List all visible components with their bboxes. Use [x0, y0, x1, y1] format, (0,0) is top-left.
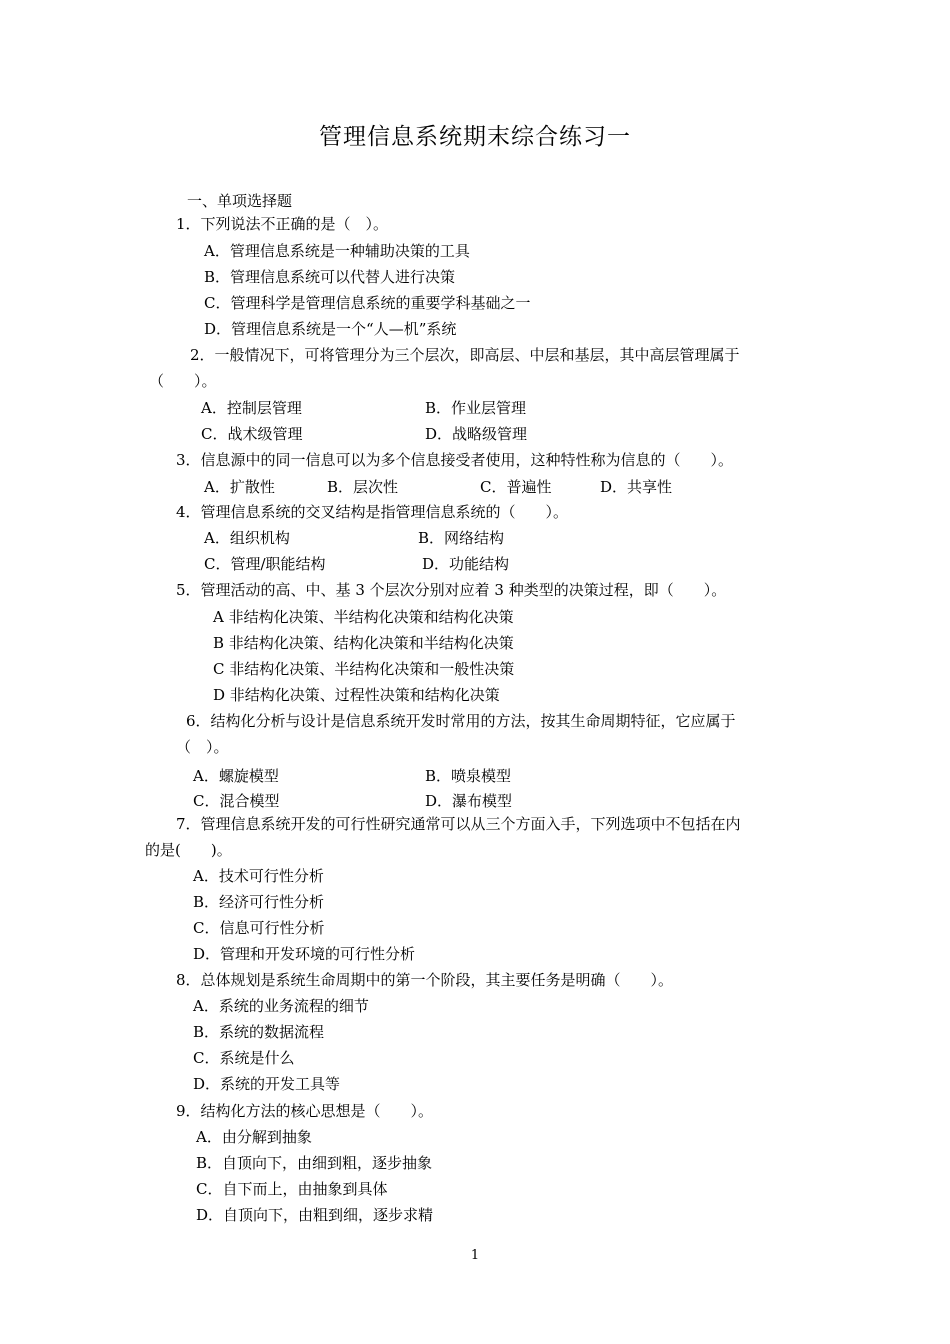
option-2b: B．作业层管理 — [425, 399, 527, 417]
option-7b: B．经济可行性分析 — [193, 893, 325, 911]
option-2a: A．控制层管理 — [201, 399, 302, 417]
option-9b: B．自顶向下，由细到粗，逐步抽象 — [196, 1154, 433, 1172]
question-3: 3．信息源中的同一信息可以为多个信息接受者使用，这种特性称为信息的（ ）。 — [176, 451, 734, 469]
option-8a: A．系统的业务流程的细节 — [193, 997, 369, 1015]
option-7c: C．信息可行性分析 — [193, 919, 325, 937]
option-5a: A 非结构化决策、半结构化决策和结构化决策 — [213, 608, 514, 626]
option-5c: C 非结构化决策、半结构化决策和一般性决策 — [213, 660, 515, 678]
option-3b: B．层次性 — [327, 478, 399, 496]
question-5: 5．管理活动的高、中、基 3 个层次分别对应着 3 种类型的决策过程，即（ ）。 — [176, 581, 727, 599]
question-2: 2．一般情况下，可将管理分为三个层次，即高层、中层和基层，其中高层管理属于 — [190, 346, 740, 364]
option-2d: D．战略级管理 — [425, 425, 528, 443]
question-6-cont: （ ）。 — [176, 738, 229, 756]
page-number: 1 — [470, 1248, 480, 1263]
option-4b: B．网络结构 — [418, 529, 505, 547]
option-1a: A．管理信息系统是一种辅助决策的工具 — [204, 242, 470, 260]
option-6c: C．混合模型 — [193, 792, 280, 810]
question-8: 8．总体规划是系统生命周期中的第一个阶段，其主要任务是明确（ ）。 — [176, 971, 674, 989]
section-heading: 一、单项选择题 — [187, 192, 293, 210]
question-9: 9．结构化方法的核心思想是（ ）。 — [176, 1102, 434, 1120]
page-title: 管理信息系统期末综合练习一 — [319, 124, 631, 150]
option-3d: D．共享性 — [600, 478, 673, 496]
option-9c: C．自下而上，由抽象到具体 — [196, 1180, 388, 1198]
question-2-cont: （ ）。 — [149, 372, 217, 390]
option-3c: C．普遍性 — [480, 478, 552, 496]
question-6: 6．结构化分析与设计是信息系统开发时常用的方法，按其生命周期特征，它应属于 — [186, 712, 736, 730]
option-9d: D．自顶向下，由粗到细，逐步求精 — [196, 1206, 434, 1224]
option-4c: C．管理/职能结构 — [204, 555, 326, 573]
option-8b: B．系统的数据流程 — [193, 1023, 325, 1041]
option-1b: B．管理信息系统可以代替人进行决策 — [204, 268, 456, 286]
option-5b: B 非结构化决策、结构化决策和半结构化决策 — [213, 634, 514, 652]
option-4a: A．组织机构 — [204, 529, 290, 547]
option-1c: C．管理科学是管理信息系统的重要学科基础之一 — [204, 294, 531, 312]
question-7-cont: 的是( )。 — [145, 841, 232, 859]
option-9a: A．由分解到抽象 — [196, 1128, 312, 1146]
question-7: 7．管理信息系统开发的可行性研究通常可以从三个方面入手，下列选项中不包括在内 — [176, 815, 741, 833]
option-7a: A．技术可行性分析 — [193, 867, 324, 885]
option-8d: D．系统的开发工具等 — [193, 1075, 341, 1093]
option-2c: C．战术级管理 — [201, 425, 303, 443]
option-6d: D．瀑布模型 — [425, 792, 513, 810]
option-6b: B．喷泉模型 — [425, 767, 512, 785]
option-7d: D．管理和开发环境的可行性分析 — [193, 945, 416, 963]
option-5d: D 非结构化决策、过程性决策和结构化决策 — [213, 686, 500, 704]
option-1d: D．管理信息系统是一个“人—机”系统 — [204, 320, 457, 338]
option-3a: A．扩散性 — [204, 478, 275, 496]
option-4d: D．功能结构 — [422, 555, 510, 573]
option-6a: A．螺旋模型 — [193, 767, 279, 785]
option-8c: C．系统是什么 — [193, 1049, 295, 1067]
question-4: 4．管理信息系统的交叉结构是指管理信息系统的（ ）。 — [176, 503, 569, 521]
question-1: 1．下列说法不正确的是（ ）。 — [176, 215, 389, 233]
